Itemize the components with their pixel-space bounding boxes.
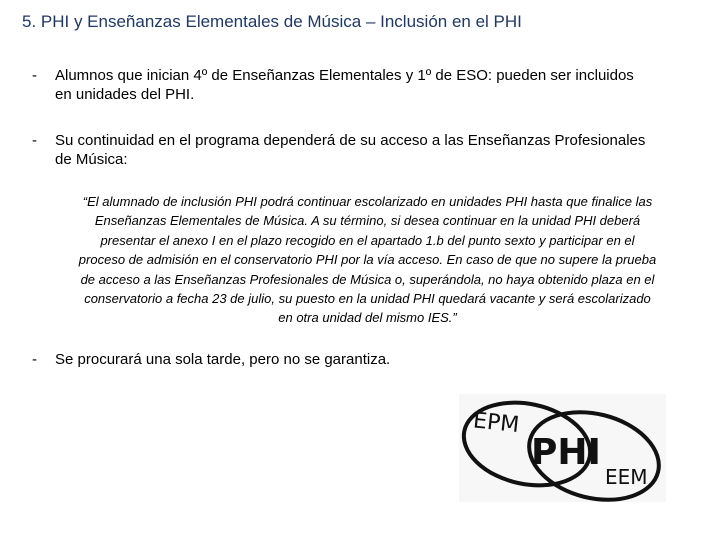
bullet-marker: - [32,351,37,368]
quote-block [40,192,695,328]
bullet-text [55,350,695,369]
quote-line: en otra unidad del mismo IES.” [278,310,457,326]
bullet-line: Alumnos que inician 4º de Enseñanzas Elementales y 1º de ESO: pueden ser incluidos [55,67,634,84]
quote-line: “El alumnado de inclusión PHI podrá continuar escolarizado en unidades PHI hasta que finalice las [82,194,653,209]
quote-line: proceso de admisión en el conservatorio PHI por la vía acceso. En caso de que no supere la prueba [78,252,657,268]
logo-graphic [459,394,666,502]
quote-line: de acceso a las Enseñanzas Profesionales de Música o, superándola, no haya obtenido plaza en el [80,271,655,287]
quote-line: Enseñanzas Elementales de Música. A su término, si desea continuar en la unidad PHI deberá [94,213,641,229]
bullet-marker: - [32,132,37,149]
bullet-marker: - [32,67,37,84]
bullet-line: en unidades del PHI. [55,86,195,103]
bullet-line: Su continuidad en el programa dependerá de su acceso a las Enseñanzas Profesionales [55,132,646,149]
logo-label-center: PHI [531,432,601,473]
bullet-line: de Música: [55,151,128,168]
bullet-line: Se procurará una sola tarde, pero no se garantiza. [55,351,391,368]
logo-label-right: EEM [605,465,648,489]
quote-line: presentar el anexo I en el plazo recogido en el apartado 1.b del punto sexto y participar en el [100,232,635,248]
quote-line: conservatorio a fecha 23 de julio, su puesto en la unidad PHI quedará vacante y será escolarizado [84,291,651,307]
bullet-text [55,131,695,169]
phi-logo [459,394,666,502]
slide-title: 5. PHI y Enseñanzas Elementales de Música – Inclusión en el PHI [22,12,522,31]
bullet-text [55,66,695,104]
logo-label-left: EPM [471,408,521,439]
